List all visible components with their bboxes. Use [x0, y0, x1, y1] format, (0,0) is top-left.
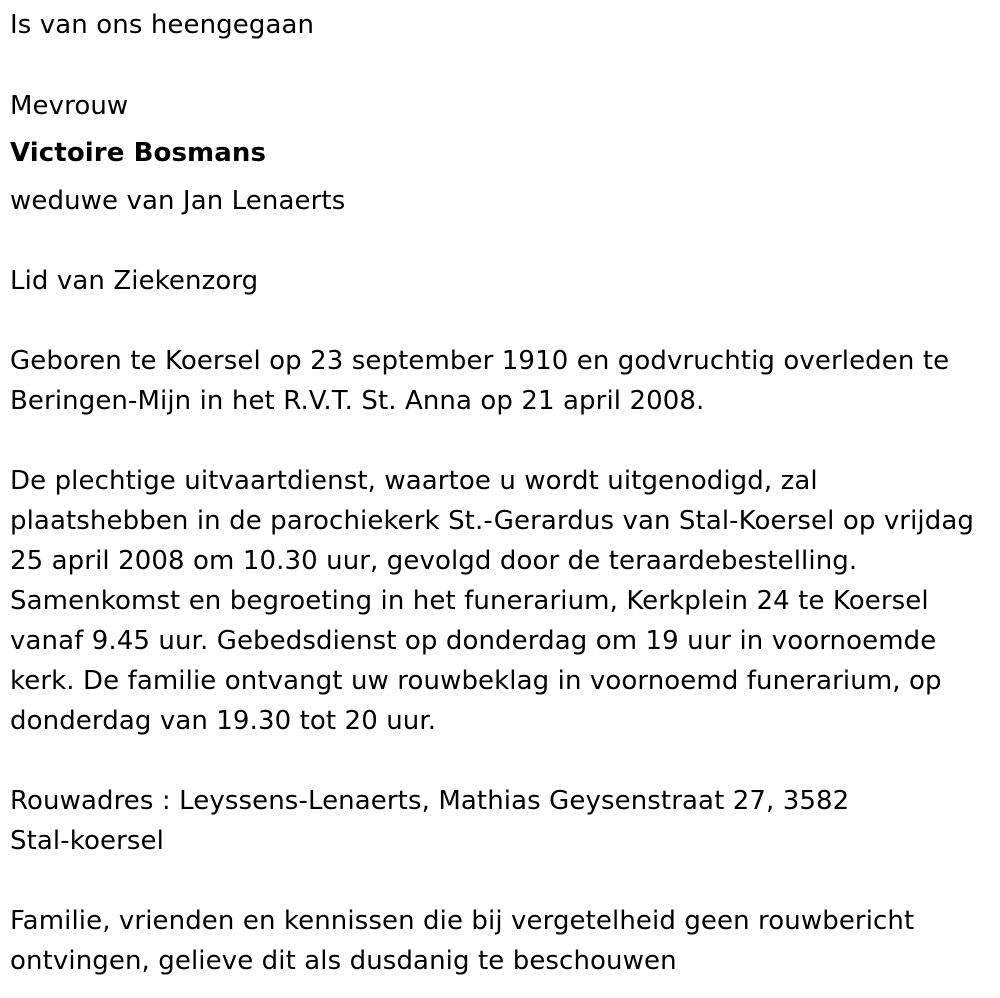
address-line-2: Stal-koersel — [10, 826, 164, 856]
birth-death-line-1: Geboren te Koersel op 23 september 1910 en godvruchtig overleden te — [10, 346, 950, 376]
funeral-line-6: kerk. De familie ontvangt uw rouwbeklag in voornoemd funerarium, op — [10, 666, 942, 696]
funeral-line-5: vanaf 9.45 uur. Gebedsdienst op donderdag om 19 uur in voornoemde — [10, 626, 937, 656]
funeral-line-2: plaatshebben in de parochiekerk St.-Gerardus van Stal-Koersel op vrijdag — [10, 506, 974, 536]
birth-death-line-2: Beringen-Mijn in het R.V.T. St. Anna op 21 april 2008. — [10, 386, 705, 416]
funeral-line-3: 25 april 2008 om 10.30 uur, gevolgd door de teraardebestelling. — [10, 546, 858, 576]
funeral-line-4: Samenkomst en begroeting in het funerarium, Kerkplein 24 te Koersel — [10, 586, 929, 616]
membership-text: Lid van Ziekenzorg — [10, 266, 259, 296]
closing-line-1: Familie, vrienden en kennissen die bij vergetelheid geen rouwbericht — [10, 906, 915, 936]
funeral-line-1: De plechtige uitvaartdienst, waartoe u wordt uitgenodigd, zal — [10, 466, 818, 496]
funeral-line-7: donderdag van 19.30 tot 20 uur. — [10, 706, 437, 736]
deceased-name: Victoire Bosmans — [10, 138, 267, 168]
intro-text: Is van ons heengegaan — [10, 10, 315, 40]
closing-line-2: ontvingen, gelieve dit als dusdanig te beschouwen — [10, 946, 677, 976]
relation-text: weduwe van Jan Lenaerts — [10, 186, 346, 216]
salutation: Mevrouw — [10, 91, 129, 121]
address-line-1: Rouwadres : Leyssens-Lenaerts, Mathias Geysenstraat 27, 3582 — [10, 786, 850, 816]
